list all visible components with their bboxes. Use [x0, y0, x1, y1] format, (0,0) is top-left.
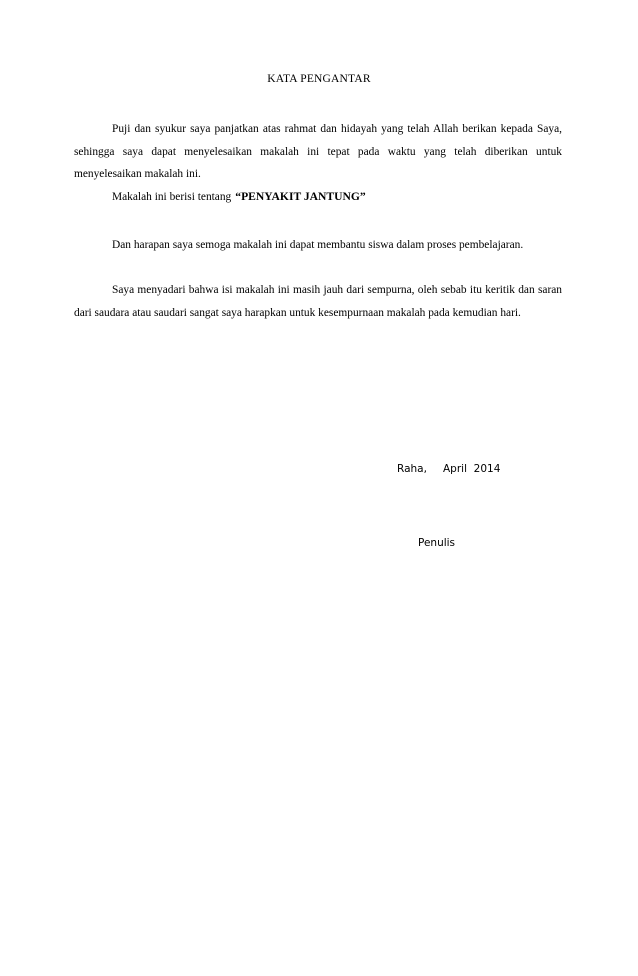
paragraph-hope: Dan harapan saya semoga makalah ini dapat membantu siswa dalam proses pembelajaran.	[112, 239, 524, 251]
paragraph-topic	[74, 186, 562, 209]
topic-title: “PENYAKIT JANTUNG”	[235, 190, 366, 203]
page-title: KATA PENGANTAR	[267, 73, 371, 85]
signature-date: April 2014	[443, 463, 501, 475]
signature-author: Penulis	[418, 537, 456, 549]
topic-prefix: Makalah ini berisi tentang	[112, 191, 232, 203]
paragraph-acknowledgement: Saya menyadari bahwa isi makalah ini masih jauh dari sempurna, oleh sebab itu keritik dan saran dari saudara atau saudari sangat saya harapkan untuk kesempurnaan makalah pada kemudian hari.	[74, 284, 562, 319]
paragraph-gratitude: Puji dan syukur saya panjatkan atas rahmat dan hidayah yang telah Allah berikan kepada Saya, sehingga saya dapat menyelesaikan makalah ini tepat pada waktu yang telah diberikan untuk menyelesaikan makalah ini.	[74, 123, 562, 181]
signature-place: Raha,	[397, 463, 427, 475]
